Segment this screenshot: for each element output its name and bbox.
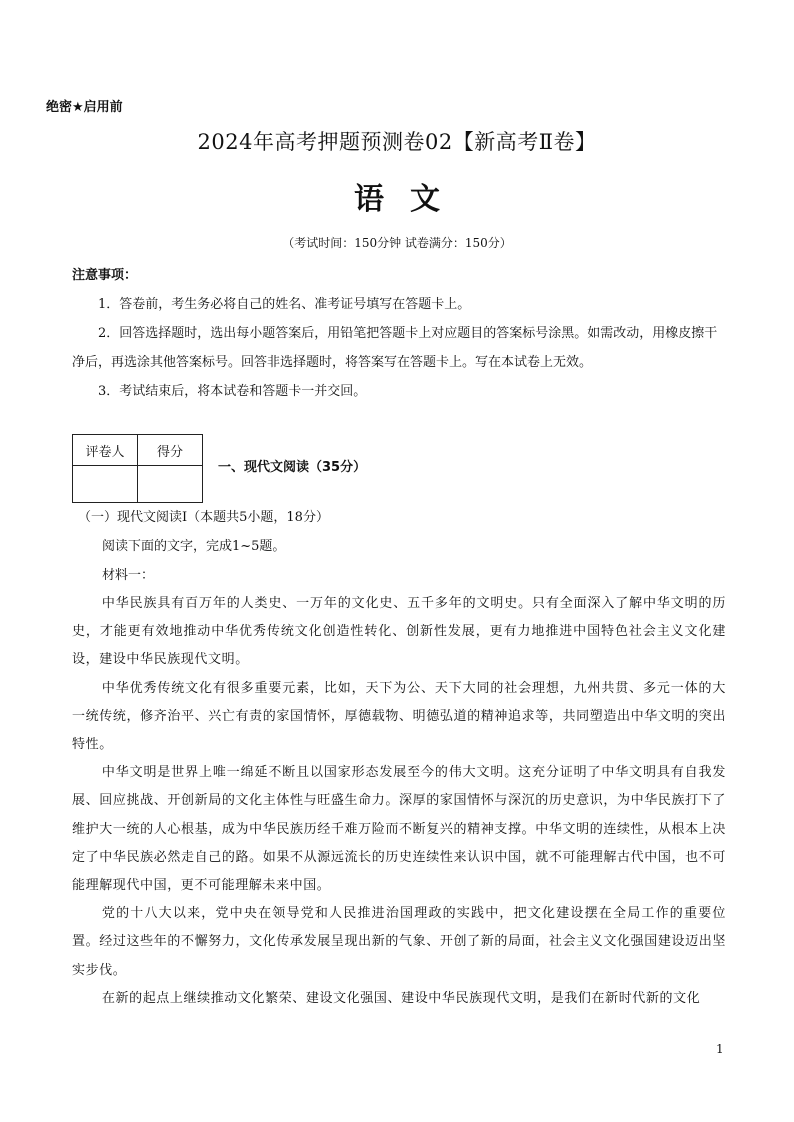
passage-paragraph: 中华文明是世界上唯一绵延不断且以国家形态发展至今的伟大文明。这充分证明了中华文明具有自我发展、回应挑战、开创新局的文化主体性与旺盛生命力。深厚的家国情怀与深沉的历史意识，为中华民族打下了维护大一统的人心根基，成为中华民族历经千难万险而不断复兴的精神支撑。中华文明的连续性，从根本上决定了中华民族必然走自己的路。如果不从源远流长的历史连续性来认识中国，就不可能理解古代中国，也不可能理解现代中国，更不可能理解未来中国。	[72, 765, 726, 894]
passage-paragraph: 中华民族具有百万年的人类史、一万年的文化史、五千多年的文明史。只有全面深入了解中华文明的历史，才能更有效地推动中华优秀传统文化创造性转化、创新性发展，更有力地推进中国特色社会主义文化建设，建设中华民族现代文明。	[72, 596, 726, 668]
notice-title: 注意事项：	[72, 268, 138, 283]
notice-item: 2．回答选择题时，选出每小题答案后，用铅笔把答题卡上对应题目的答案标号涂黑。如需改动，用橡皮擦干净后，再选涂其他答案标号。回答非选择题时，将答案写在答题卡上。写在本试卷上无效。	[72, 326, 718, 370]
confidential-label: 绝密★启用前	[46, 100, 123, 115]
reading-passage	[72, 590, 726, 1013]
subject-title: 语文	[354, 182, 466, 217]
score-table-grader-header: 评卷人	[73, 435, 138, 466]
exam-info: （考试时间：150分钟 试卷满分：150分）	[282, 236, 512, 250]
reading-instruction: 阅读下面的文字，完成1~5题。	[102, 539, 286, 554]
score-table	[72, 434, 203, 503]
passage-paragraph: 党的十八大以来，党中央在领导党和人民推进治国理政的实践中，把文化建设摆在全局工作的重要位置。经过这些年的不懈努力，文化传承发展呈现出新的气象、开创了新的局面，社会主义文化强国建设迈出坚实步伐。	[72, 906, 726, 978]
part-title: （一）现代文阅读Ⅰ（本题共5小题，18分）	[78, 510, 329, 525]
exam-title: 2024年高考押题预测卷02【新高考Ⅱ卷】	[197, 130, 597, 154]
score-table-score-cell	[138, 466, 203, 503]
notice-item: 3．考试结束后，将本试卷和答题卡一并交回。	[98, 384, 367, 399]
score-table-grader-cell	[73, 466, 138, 503]
section-heading: 一、现代文阅读（35分）	[218, 460, 367, 475]
notice-item: 1．答卷前，考生务必将自己的姓名、准考证号填写在答题卡上。	[98, 297, 471, 312]
score-table-score-header: 得分	[138, 435, 203, 466]
material-label: 材料一：	[102, 568, 155, 583]
page-number: 1	[716, 1042, 724, 1056]
passage-paragraph: 中华优秀传统文化有很多重要元素，比如，天下为公、天下大同的社会理想，九州共贯、多元一体的大一统传统，修齐治平、兴亡有责的家国情怀，厚德载物、明德弘道的精神追求等，共同塑造出中华文明的突出特性。	[72, 680, 726, 753]
passage-paragraph: 在新的起点上继续推动文化繁荣、建设文化强国、建设中华民族现代文明，是我们在新时代新的文化	[101, 990, 701, 1006]
notice-list	[72, 290, 726, 406]
